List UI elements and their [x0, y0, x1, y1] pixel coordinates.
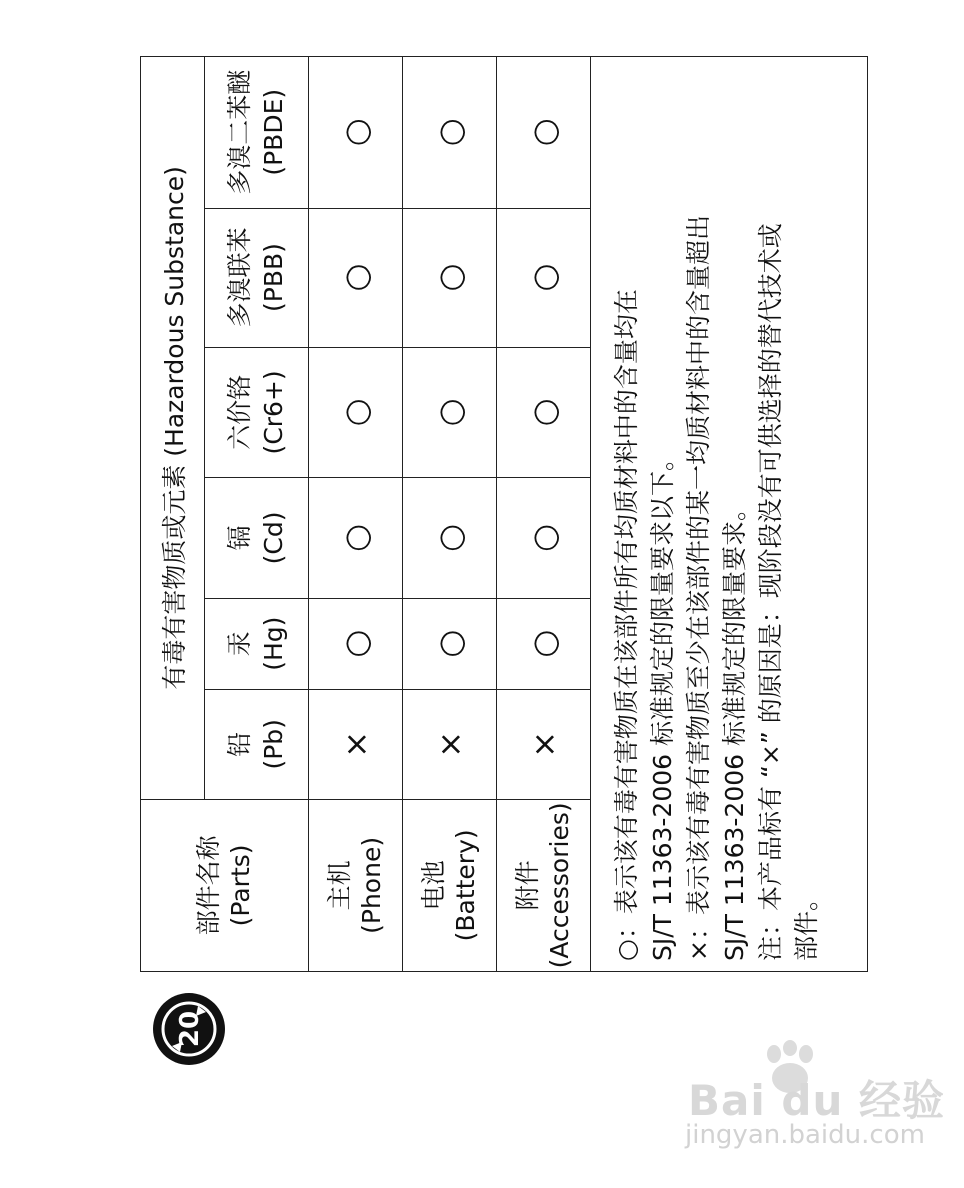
mark-cell: ○ — [497, 208, 591, 347]
substance-pbde: 多溴二苯醚 (PBDE) — [205, 57, 309, 209]
note-line: ○：表示该有毒有害物质在该部件所有均质材料中的含量均在 — [612, 289, 641, 961]
mark-cell: × — [403, 689, 497, 799]
note-line: 部件。 — [792, 885, 821, 961]
mark-cell: ○ — [403, 57, 497, 209]
substance-cd: 镉 (Cd) — [205, 478, 309, 598]
substance-pbb: 多溴联苯 (PBB) — [205, 208, 309, 347]
note-line: 注：本产品标有 “×” 的原因是：现阶段没有可供选择的替代技术或 — [756, 223, 785, 961]
mark-cell: ○ — [309, 208, 403, 347]
hazard-header: 有毒有害物质或元素 (Hazardous Substance) — [141, 57, 205, 800]
mark-cell: ○ — [497, 478, 591, 598]
note-line: ×：表示该有毒有害物质至少在该部件的某一均质材料中的含量超出 — [684, 215, 713, 961]
table-row — [403, 57, 497, 972]
substance-cr6: 六价铬 (Cr6+) — [205, 347, 309, 478]
watermark-url: jingyan.baidu.com — [685, 1120, 925, 1150]
mark-cell: ○ — [403, 598, 497, 689]
mark-cell: ○ — [309, 57, 403, 209]
mark-cell: ○ — [309, 347, 403, 478]
note-line: SJ/T 11363-2006 标准规定的限量要求以下。 — [648, 445, 677, 961]
table-row — [497, 57, 591, 972]
mark-cell: ○ — [309, 598, 403, 689]
substance-hg: 汞 (Hg) — [205, 598, 309, 689]
mark-cell: ○ — [497, 598, 591, 689]
recycle-period-icon — [150, 990, 228, 1068]
mark-cell: ○ — [497, 347, 591, 478]
substance-pb: 铅 (Pb) — [205, 689, 309, 799]
mark-cell: ○ — [309, 478, 403, 598]
mark-cell: ○ — [497, 57, 591, 209]
note-line: SJ/T 11363-2006 标准规定的限量要求。 — [720, 495, 749, 961]
mark-cell: ○ — [403, 208, 497, 347]
mark-cell: × — [309, 689, 403, 799]
hazardous-substance-table — [140, 56, 868, 972]
watermark-logo: Bai du 经验 — [688, 1076, 945, 1125]
svg-text:20: 20 — [175, 1010, 205, 1048]
parts-header: 部件名称 (Parts) — [141, 799, 309, 971]
mark-cell: ○ — [403, 347, 497, 478]
mark-cell: × — [497, 689, 591, 799]
notes-section — [591, 57, 868, 972]
table-row — [309, 57, 403, 972]
mark-cell: ○ — [403, 478, 497, 598]
part-name: 主机 (Phone) — [309, 799, 403, 971]
part-name: 附件 (Accessories) — [497, 799, 591, 971]
part-name: 电池 (Battery) — [403, 799, 497, 971]
